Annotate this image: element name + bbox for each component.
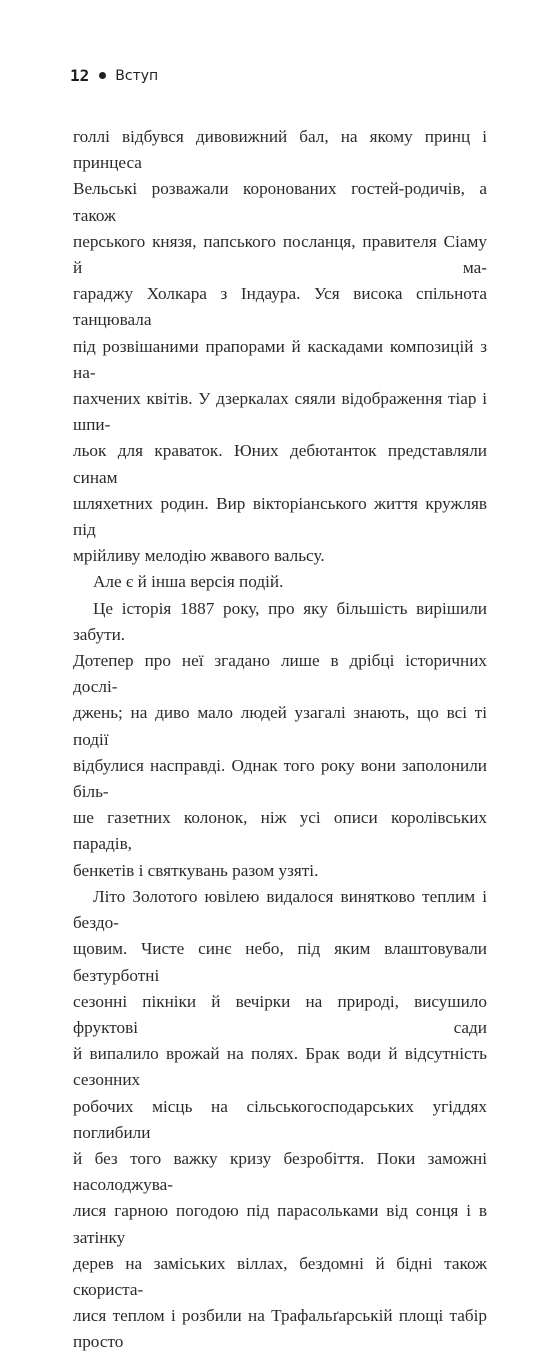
bullet-separator-icon <box>99 72 106 79</box>
text-line: ше газетних колонок, ніж усі описи королівських парадів, <box>73 808 487 854</box>
text-line: Але є й інша версія подій. <box>93 572 284 592</box>
text-line: джень; на диво мало людей узагалі знають, що всі ті події <box>73 703 487 749</box>
section-title: Вступ <box>115 67 159 84</box>
text-line: робочих місць на сільськогосподарських угіддях поглибили <box>73 1096 487 1142</box>
text-line: гараджу Холкара з Індаура. Уся висока спільнота танцювала <box>73 284 487 330</box>
page-number: 12 <box>70 66 90 85</box>
text-line: бенкетів і святкувань разом узяті. <box>73 860 319 880</box>
text-line: мрійливу мелодію жвавого вальсу. <box>73 546 325 566</box>
text-line: Це історія 1887 року, про яку більшість вирішили забути. <box>73 598 487 644</box>
text-line: лися гарною погодою під парасольками від сонця і в затінку <box>73 1201 487 1247</box>
text-line: й без того важку кризу безробіття. Поки заможні насолоджува- <box>73 1148 487 1195</box>
text-line: щовим. Чисте синє небо, під яким влаштовували безтурботні <box>73 939 487 985</box>
text-line: Дотепер про неї згадано лише в дрібці історичних дослі- <box>73 651 487 697</box>
text-line: відбулися насправді. Однак того року вони заполонили біль- <box>73 755 487 802</box>
text-line: перського князя, папського посланця, правителя Сіаму й ма- <box>73 231 487 278</box>
text-line: голлі відбувся дивовижний бал, на якому принц і принцеса <box>73 127 487 173</box>
text-line: Літо Золотого ювілею видалося винятково теплим і бездо- <box>73 886 487 933</box>
text-line: льок для краваток. Юних дебютанток представляли синам <box>73 441 487 487</box>
text-line: сезонні пікніки й вечірки на природі, висушило фруктові сади <box>73 991 487 1037</box>
body-text <box>73 124 487 1356</box>
text-line: шляхетних родин. Вир вікторіанського життя кружляв під <box>73 493 487 540</box>
text-line: лися теплом і розбили на Трафальґарській площі табір просто <box>73 1306 487 1352</box>
text-line: дерев на заміських віллах, бездомні й бідні також скориста- <box>73 1253 487 1299</box>
text-line: Вельські розважали коронованих гостей-родичів, а також <box>73 179 487 225</box>
running-header <box>70 66 158 85</box>
text-line: й випалило врожай на полях. Брак води й відсутність сезонних <box>73 1044 487 1090</box>
text-line: пахчених квітів. У дзеркалах сяяли відображення тіар і шпи- <box>73 389 487 435</box>
text-line: під розвішаними прапорами й каскадами композицій з на- <box>73 336 487 382</box>
